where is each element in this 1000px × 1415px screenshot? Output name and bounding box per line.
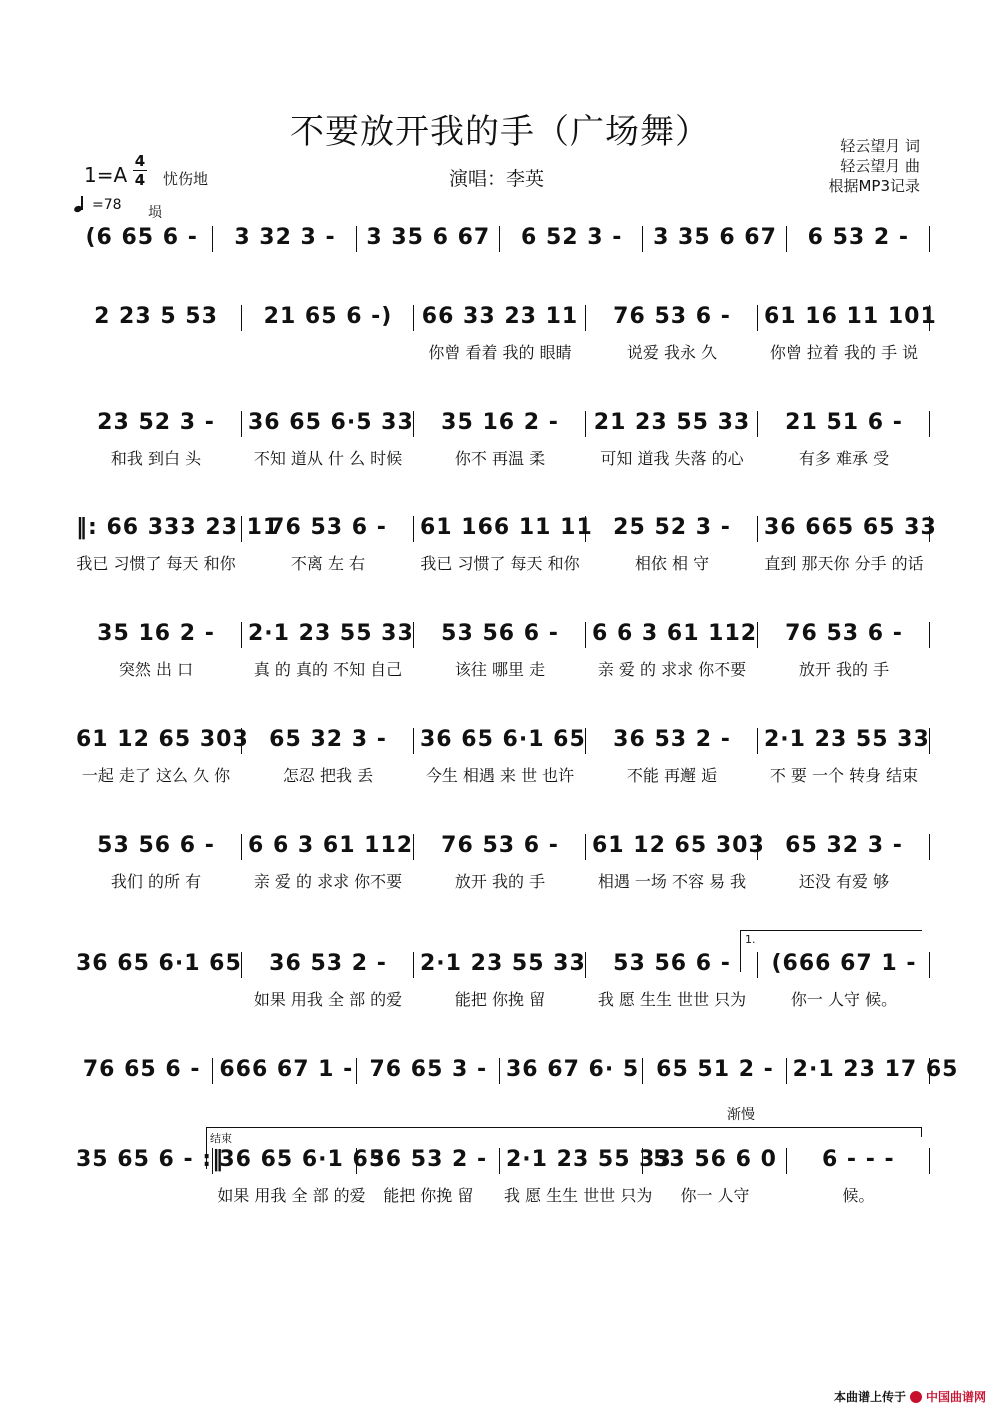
measure: 36 65 6·1 65: [420, 727, 586, 752]
bar-line: [356, 1148, 357, 1174]
bar-line: [929, 728, 930, 754]
bar-line: [499, 1148, 500, 1174]
notes-line: [70, 512, 937, 544]
lyric-phrase: 我已 习惯了 每天 和你: [420, 554, 580, 573]
bar-line: [413, 516, 414, 542]
measure: 53 56 6 -: [97, 833, 215, 858]
footer-site: 中国曲谱网: [925, 1390, 986, 1404]
bar-line: [413, 728, 414, 754]
measure: 2·1 23 55 33: [420, 951, 586, 976]
measure: 3 35 6 67: [653, 225, 777, 250]
bar-line: [212, 1148, 213, 1174]
notes-line: [70, 618, 930, 650]
bar-line: [757, 728, 758, 754]
lyric-phrase: 突然 出 口: [118, 660, 194, 679]
bar-line: [929, 305, 930, 331]
lyric-phrase: 该往 哪里 走: [454, 660, 546, 679]
measure: 76 65 3 -: [369, 1057, 488, 1082]
measure: ‖: 66 333 23 11: [76, 515, 280, 540]
measure: 65 32 3 -: [269, 727, 387, 752]
bar-line: [642, 1058, 643, 1084]
volta-bracket-left: [740, 930, 741, 972]
measure: 36 665 65 33: [764, 515, 937, 540]
lyric-phrase: 放开 我的 手: [454, 872, 546, 891]
key-signature: 1=A: [84, 163, 128, 187]
measure: 76 53 6 -: [613, 304, 731, 329]
bar-line: [585, 622, 586, 648]
bar-line: [356, 1058, 357, 1084]
bar-line: [241, 305, 242, 331]
lyric-phrase: 我 愿 生生 世世 只为: [597, 990, 747, 1009]
bar-line: [786, 1148, 787, 1174]
notes-line: [70, 830, 930, 862]
mood-marking: 忧伤地: [163, 170, 209, 188]
time-signature-top: 4: [134, 152, 146, 170]
lyric-phrase: 能把 你挽 留: [383, 1186, 474, 1205]
bar-line: [757, 516, 758, 542]
lyric-phrase: 怎忍 把我 丢: [282, 766, 374, 785]
measure: (666 67 1 -: [771, 951, 917, 976]
bar-line: [929, 516, 930, 542]
measure: 21 51 6 -: [785, 410, 903, 435]
measure: 2·1 23 55 33: [764, 727, 930, 752]
bar-line: [241, 622, 242, 648]
lyric-phrase: 有多 难承 受: [798, 449, 890, 468]
lyric-phrase: 你一 人守 候。: [790, 990, 898, 1009]
bar-line: [757, 411, 758, 437]
lyric-phrase: 相遇 一场 不容 易 我: [597, 872, 747, 891]
measure: 25 52 3 -: [613, 515, 731, 540]
lyric-phrase: 你不 再温 柔: [454, 449, 546, 468]
bar-line: [241, 952, 242, 978]
measure: 53 56 6 -: [441, 621, 559, 646]
bar-line: [642, 226, 643, 252]
lyric-phrase: 不离 左 右: [290, 554, 366, 573]
bar-line: [241, 516, 242, 542]
bar-line: [585, 411, 586, 437]
lyric-phrase: 我已 习惯了 每天 和你: [76, 554, 236, 573]
bar-line: [929, 834, 930, 860]
bar-line: [757, 834, 758, 860]
measure: 65 51 2 -: [656, 1057, 774, 1082]
bar-line: [356, 226, 357, 252]
lyric-phrase: 亲 爱 的 求求 你不要: [597, 660, 747, 679]
bar-line: [212, 1058, 213, 1084]
lyric-phrase: 你曾 看着 我的 眼睛: [428, 343, 572, 362]
measure: 21 65 6 -): [263, 304, 393, 329]
ending-bracket-right: [921, 1127, 922, 1137]
measure: 2·1 23 55 33: [506, 1147, 672, 1172]
lyricist-credit: 轻云望月 词: [840, 137, 920, 155]
bar-line: [929, 411, 930, 437]
measure: 76 53 6 -: [269, 515, 387, 540]
lyric-phrase: 不 要 一个 转身 结束: [769, 766, 919, 785]
bar-line: [929, 1148, 930, 1174]
bar-line: [929, 622, 930, 648]
bar-line: [786, 226, 787, 252]
bar-line: [499, 226, 500, 252]
lyric-phrase: 你曾 拉着 我的 手 说: [769, 343, 919, 362]
bar-line: [585, 305, 586, 331]
bar-line: [585, 728, 586, 754]
measure: 36 65 6·1 65: [76, 951, 242, 976]
measure: 3 32 3 -: [234, 225, 336, 250]
measure: 2 23 5 53: [94, 304, 218, 329]
bar-line: [212, 226, 213, 252]
measure: 36 67 6· 5: [506, 1057, 640, 1082]
lyric-phrase: 说爱 我永 久: [626, 343, 718, 362]
measure: 61 12 65 303: [592, 833, 765, 858]
bar-line: [585, 516, 586, 542]
volta-label: 1.: [745, 933, 756, 946]
bar-line: [413, 952, 414, 978]
measure: 36 53 2 -: [369, 1147, 488, 1172]
measure: 23 52 3 -: [97, 410, 215, 435]
measure: 35 65 6 - :‖: [76, 1147, 225, 1172]
lyric-phrase: 你一 人守: [680, 1186, 750, 1205]
bar-line: [241, 411, 242, 437]
bar-line: [929, 1058, 930, 1084]
notes-line: [70, 222, 930, 254]
lyric-phrase: 如果 用我 全 部 的爱: [217, 1186, 366, 1205]
measure: 53 56 6 0: [653, 1147, 777, 1172]
singer: 演唱：李英: [449, 168, 545, 190]
lyric-phrase: 我 愿 生生 世世 只为: [504, 1186, 653, 1205]
measure: 36 53 2 -: [613, 727, 731, 752]
bar-line: [757, 952, 758, 978]
measure: 53 56 6 -: [613, 951, 731, 976]
lyric-phrase: 可知 道我 失落 的心: [600, 449, 744, 468]
composer-credit: 轻云望月 曲: [840, 157, 920, 175]
lyric-phrase: 相依 相 守: [634, 554, 710, 573]
notes-line: [70, 724, 930, 756]
bar-line: [757, 305, 758, 331]
lyric-phrase: 一起 走了 这么 久 你: [81, 766, 231, 785]
bar-line: [929, 952, 930, 978]
measure: 76 53 6 -: [785, 621, 903, 646]
footer: [834, 1388, 986, 1405]
lyric-phrase: 能把 你挽 留: [454, 990, 546, 1009]
lyric-phrase: 候。: [842, 1186, 875, 1205]
measure: 3 35 6 67: [366, 225, 491, 250]
measure: 36 65 6·5 33: [248, 410, 414, 435]
transcription-credit: 根据MP3记录: [828, 177, 920, 195]
measure: 21 23 55 33: [593, 410, 751, 435]
measure: 76 53 6 -: [441, 833, 559, 858]
bar-line: [413, 834, 414, 860]
lyric-phrase: 直到 那天你 分手 的话: [764, 554, 924, 573]
bar-line: [499, 1058, 500, 1084]
bar-line: [757, 622, 758, 648]
measure: 76 65 6 -: [82, 1057, 201, 1082]
notes-line: [70, 301, 937, 333]
instrument-label: 埙: [148, 205, 162, 221]
measure: (6 65 6 -: [85, 225, 198, 250]
measure: 2·1 23 17 65: [792, 1057, 959, 1082]
song-title: 不要放开我的手（广场舞）: [290, 112, 710, 152]
tempo-value: =78: [92, 197, 122, 213]
ending-bracket-left: [206, 1127, 207, 1169]
measure: 6 6 3 61 112: [592, 621, 758, 646]
measure: 6 - - -: [821, 1147, 895, 1172]
measure: 35 16 2 -: [441, 410, 559, 435]
lyric-phrase: 今生 相遇 来 世 也许: [425, 766, 575, 785]
notes-line: [70, 948, 930, 980]
measure: 61 16 11 101: [764, 304, 937, 329]
credits: [828, 136, 920, 196]
bar-line: [585, 952, 586, 978]
measure: 35 16 2 -: [97, 621, 215, 646]
lyric-phrase: 和我 到白 头: [110, 449, 202, 468]
quarter-note-icon: [74, 196, 86, 212]
measure: 65 32 3 -: [785, 833, 903, 858]
lyric-phrase: 放开 我的 手: [798, 660, 890, 679]
measure: 666 67 1 -: [219, 1057, 354, 1082]
volta-bracket-top: [740, 930, 922, 931]
bar-line: [413, 622, 414, 648]
measure: 6 53 2 -: [807, 225, 909, 250]
tempo-marking: [74, 196, 122, 213]
measure: 36 65 6·1 65: [219, 1147, 386, 1172]
lyric-phrase: 不能 再邂 逅: [626, 766, 718, 785]
measure: 2·1 23 55 33: [248, 621, 414, 646]
measure: 61 166 11 11: [420, 515, 593, 540]
bar-line: [241, 728, 242, 754]
bar-line: [929, 226, 930, 252]
lyric-phrase: 真 的 真的 不知 自己: [253, 660, 403, 679]
site-logo-icon: [910, 1391, 922, 1403]
bar-line: [413, 411, 414, 437]
measure: 6 6 3 61 112: [248, 833, 414, 858]
lyric-phrase: 如果 用我 全 部 的爱: [253, 990, 403, 1009]
ending-label: 结束: [210, 1132, 232, 1145]
measure: 66 33 23 11: [421, 304, 579, 329]
notes-line: [70, 407, 930, 439]
ending-bracket-top: [206, 1127, 922, 1128]
lyric-phrase: 还没 有爱 够: [798, 872, 890, 891]
bar-line: [413, 305, 414, 331]
time-signature: [133, 153, 147, 188]
bar-line: [585, 834, 586, 860]
footer-prefix: 本曲谱上传于: [833, 1390, 906, 1404]
measure: 6 52 3 -: [520, 225, 623, 250]
lyric-phrase: 不知 道从 什 么 时候: [253, 449, 403, 468]
bar-line: [241, 834, 242, 860]
lyric-phrase: 我们 的所 有: [110, 872, 202, 891]
measure: 36 53 2 -: [269, 951, 387, 976]
notes-line: [70, 1144, 930, 1176]
time-signature-bottom: 4: [134, 171, 146, 189]
bar-line: [642, 1148, 643, 1174]
notes-line: [70, 1054, 959, 1086]
ritardando-marking: 渐慢: [727, 1107, 755, 1123]
lyric-phrase: 亲 爱 的 求求 你不要: [253, 872, 403, 891]
bar-line: [786, 1058, 787, 1084]
measure: 61 12 65 303: [76, 727, 249, 752]
